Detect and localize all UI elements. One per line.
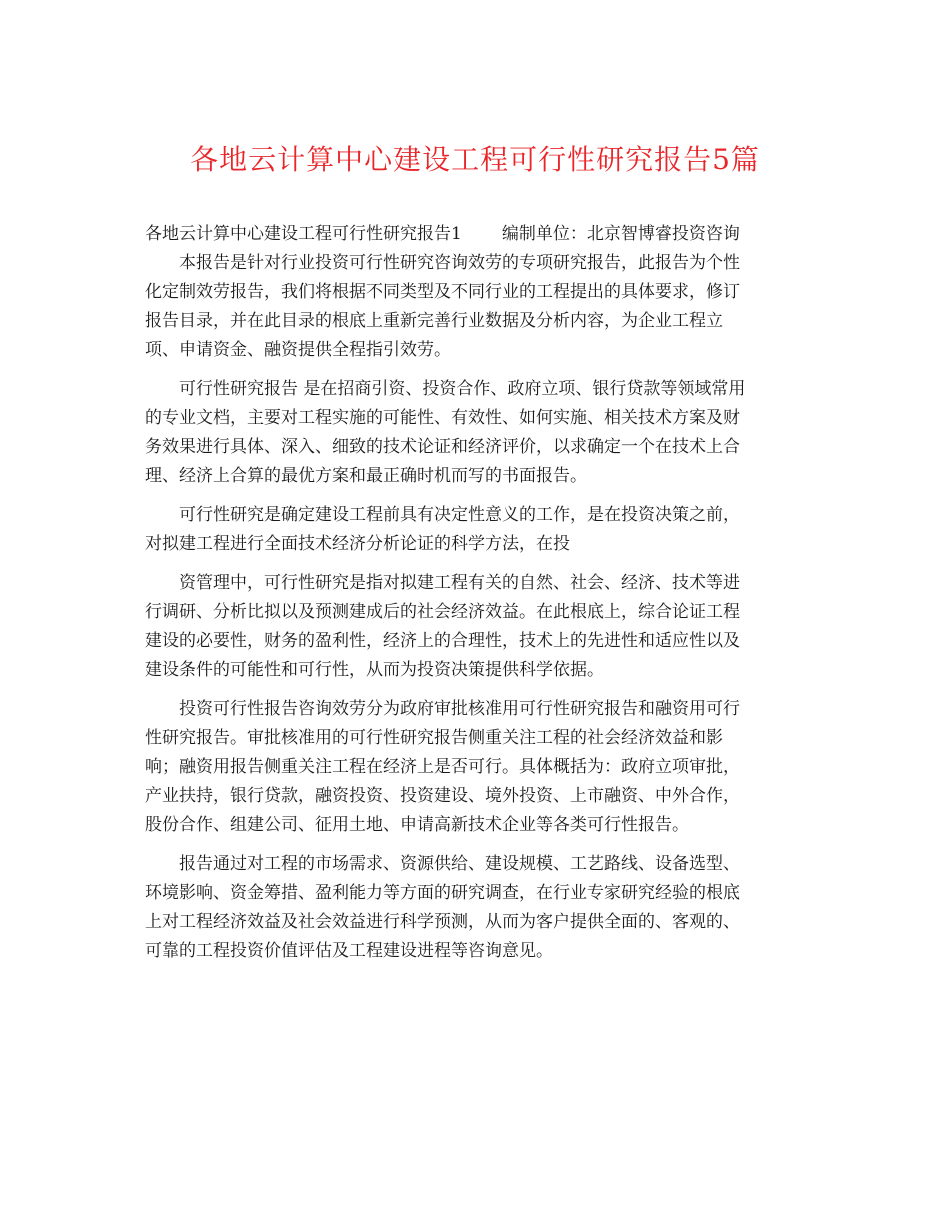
paragraph-3 <box>145 501 805 559</box>
paragraph-line: 产业扶持，银行贷款，融资投资、投资建设、境外投资、上市融资、中外合作， <box>145 786 740 806</box>
paragraph-line: 的专业文档，主要对工程实施的可能性、有效性、如何实施、相关技术方案及财 <box>145 408 740 428</box>
paragraph-line: 报告目录，并在此目录的根底上重新完善行业数据及分析内容，为企业工程立 <box>145 311 723 331</box>
paragraph-line: 可靠的工程投资价值评估及工程建设进程等咨询意见。 <box>145 941 553 961</box>
paragraph-line: 性研究报告。审批核准用的可行性研究报告侧重关注工程的社会经济效益和影 <box>145 728 723 748</box>
paragraph-line: 对拟建工程进行全面技术经济分析论证的科学方法，在投 <box>145 534 570 554</box>
paragraph-line: 可行性研究是确定建设工程前具有决定性意义的工作，是在投资决策之前， <box>179 505 740 525</box>
paragraph-line: 项、申请资金、融资提供全程指引效劳。 <box>145 340 451 360</box>
paragraph-line: 资管理中，可行性研究是指对拟建工程有关的自然、社会、经济、技术等进 <box>179 573 740 593</box>
paragraph-line: 建设条件的可能性和可行性，从而为投资决策提供科学依据。 <box>145 660 604 680</box>
paragraph-line: 报告通过对工程的市场需求、资源供给、建设规模、工艺路线、设备选型、 <box>179 854 740 874</box>
report-subheading <box>145 220 805 249</box>
paragraph-line: 务效果进行具体、深入、细致的技术论证和经济评价，以求确定一个在技术上合 <box>145 437 740 457</box>
paragraph-4 <box>145 569 805 685</box>
paragraph-line: 投资可行性报告咨询效劳分为政府审批核准用可行性研究报告和融资用可行 <box>179 699 740 719</box>
document-body <box>145 220 805 966</box>
paragraph-line: 建设的必要性，财务的盈利性，经济上的合理性，技术上的先进性和适应性以及 <box>145 631 740 651</box>
paragraph-line: 化定制效劳报告，我们将根据不同类型及不同行业的工程提出的具体要求，修订 <box>145 282 740 302</box>
report-editor: 编制单位：北京智博睿投资咨询 <box>501 224 740 244</box>
paragraph-line: 行调研、分析比拟以及预测建成后的社会经济效益。在此根底上，综合论证工程 <box>145 602 740 622</box>
paragraph-line: 上对工程经济效益及社会效益进行科学预测，从而为客户提供全面的、客观的、 <box>145 912 740 932</box>
paragraph-6 <box>145 850 805 966</box>
paragraph-1 <box>145 249 805 365</box>
paragraph-line: 股份合作、组建公司、征用土地、申请高新技术企业等各类可行性报告。 <box>145 815 689 835</box>
paragraph-5 <box>145 695 805 840</box>
report-subheading-title: 各地云计算中心建设工程可行性研究报告1 <box>145 224 462 244</box>
paragraph-line: 响；融资用报告侧重关注工程在经济上是否可行。具体概括为：政府立项审批， <box>145 757 740 777</box>
paragraph-2 <box>145 375 805 491</box>
paragraph-line: 本报告是针对行业投资可行性研究咨询效劳的专项研究报告，此报告为个性 <box>179 253 740 273</box>
paragraph-line: 理、经济上合算的最优方案和最正确时机而写的书面报告。 <box>145 466 587 486</box>
document-title: 各地云计算中心建设工程可行性研究报告5篇 <box>190 143 760 176</box>
paragraph-line: 可行性研究报告 是在招商引资、投资合作、政府立项、银行贷款等领域常用 <box>179 379 746 399</box>
paragraph-line: 环境影响、资金筹措、盈利能力等方面的研究调查，在行业专家研究经验的根底 <box>145 883 740 903</box>
